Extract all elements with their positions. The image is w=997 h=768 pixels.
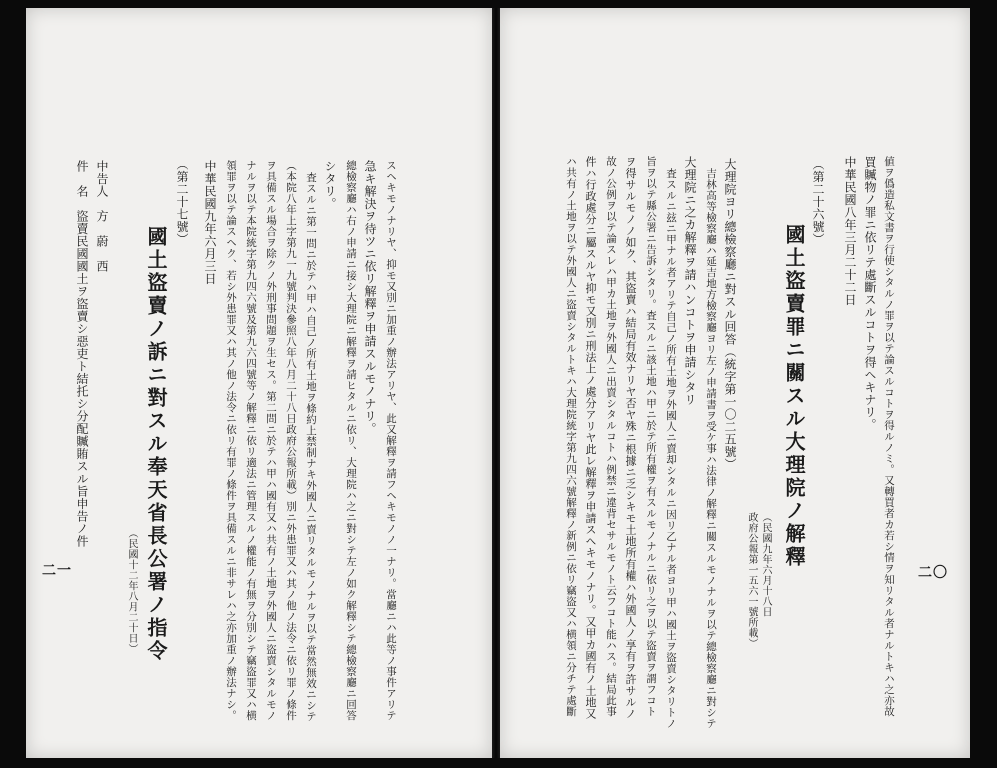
text-line: シタリ。 [323, 160, 337, 210]
text-line: 大理院ニ之カ解釋ヲ請ハンコトヲ申請シタリ [683, 156, 697, 406]
text-line: ナルヲ以テ本院統字第九四六號及第九六四號等ノ解釋ニ依リ適法ニ管理スルノ權能ノ有無ヲ分別シテ竊盜罪又ハ横 [245, 160, 257, 721]
text-line: 領罪ヲ以テ論スヘク、若シ外患罪又ハ其ノ他ノ法令ニ依リ有罪ノ條件ヲ具備スルニ非サレハ之亦加重ノ辦法ナシ。 [225, 160, 237, 721]
text-line: 買贓物ノ罪ニ依リテ處斷スルコトヲ得ヘキナリ。 [863, 156, 877, 431]
text-line: 件ハ行政處分ニ屬スルヤ抑モ又別ニ刑法上ノ處分アリヤ此レ解釋ヲ申請スヘキモノナリ。又甲カ國有ノ土地又 [584, 156, 597, 720]
text-line: 總檢察廳ハ右ノ申請ニ接シ大理院ニ解釋ヲ請ヒタルニ依リ、大理院ハ之ニ對シテ左ノ如ク解釋シテ總檢察廳ニ回答 [345, 160, 357, 721]
page-number: 二〇 [918, 565, 948, 581]
text-line: 査スルニ第一問ニ於テハ甲ハ自己ノ所有土地ヲ條約上禁制ナキ外國人ニ賣リタルモノナルヲ以テ當然無效ニシテ [305, 172, 317, 722]
text-line: 中告人 方 蔚 西 [95, 160, 109, 273]
text-line: 急キ解決ヲ待ツニ依リ解釋ヲ申請スルモノナリ。 [363, 160, 377, 435]
text-line: ハ共有ノ土地ヲ以テ外國人ニ盜賣シタルトキハ大理院統字第九四六號解釋ノ新例ニ依リ竊盜又ハ横領ニ分チテ處斷 [565, 156, 577, 717]
text-line: （本院八年上字第九一九號判決參照八年八月二十八日政府公報所載）別ニ外患罪又ハ其ノ他ノ法令ニ依リ罪ノ條件 [285, 160, 297, 721]
text-line: スヘキモノナリヤ、抑モ又別ニ加重ノ辦法アリヤ、此又解釋ヲ請フヘキモノノ一ナリ。當廳ニハ此等ノ事件アリテ [385, 160, 397, 721]
date-note: 政府公報第一五六一號所載） [746, 512, 757, 649]
text-line: 中華民國八年三月二十二日 [843, 156, 857, 306]
section-title: 國土盜賣罪ニ關スル大理院ノ解釋 [782, 224, 806, 569]
date-note: （民國十二年八月二十日） [126, 528, 137, 654]
text-line: 件 名 盜賣民國國土ヲ盜賣シ惡吏ト結托シ分配贓賄スル旨申告ノ件 [75, 160, 89, 548]
text-line: 査スルニ玆ニ甲ナル者アリテ自己ノ所有土地ヲ外國人ニ賣却シタルニ因リ乙ナル者ヨリ甲ハ國土ヲ盜賣シタリトノ [665, 168, 677, 729]
section-title: 國土盜賣ノ訴ニ對スル奉天省長公署ノ指令 [144, 226, 168, 663]
text-line: 値ヲ僞造私文書ヲ行使シタルノ罪ヲ以テ論スルコトヲ得ルノミ。又轉買者カ若シ情ヲ知リタル者ナルトキハ之亦故 [883, 156, 895, 717]
page-number: 二一 [42, 563, 72, 579]
text-line: 旨ヲ以テ縣公署ニ告訴シタリ。査スルニ該土地ハ甲ニ於テ所有權ヲ有スルモノナルニ依リ之ヲ以テ盜賣ヲ謂フコト [645, 156, 657, 717]
text-line: 吉林高等檢察廳ハ延吉地方檢察廳ヨリ左ノ申請書ヲ受ケ事ハ法律ノ解釋ニ關スルモノナルヲ以テ總檢察廳ニ對シテ [705, 168, 717, 729]
text-line: 中華民國九年六月三日 [203, 160, 217, 285]
text-line: 故ノ公例ヲ以テ論スレハ甲カ土地ヲ外國人ニ出賣シタルコトハ例禁ニ違背セサルモノト云フコト能ハス。結局此事 [605, 156, 617, 717]
text-line: （第二十六號） [811, 158, 825, 246]
text-line: 大理院ヨリ總檢察廳ニ對スル回答（統字第一〇二五號） [723, 158, 737, 471]
right-page [500, 8, 970, 758]
text-line: ヲ具備スル場合ヲ除クノ外刑事問題ヲ生セス。第二問ニ於テハ甲ハ國有又ハ共有ノ土地ヲ外國人ニ盜賣シタルモノ [265, 160, 277, 721]
book-gutter [492, 8, 500, 758]
text-line: （第二十七號） [175, 158, 189, 246]
date-note: （民國九年六月十八日 [760, 512, 771, 617]
text-line: ヲ得サルモノノ如ク、其盜賣ハ結局有效ナリヤ否ヤ殊ニ根據ニ乏シキモ土地所有權ハ外國人ノ享有ヲ許サルノ [624, 156, 637, 720]
left-page [26, 8, 492, 758]
